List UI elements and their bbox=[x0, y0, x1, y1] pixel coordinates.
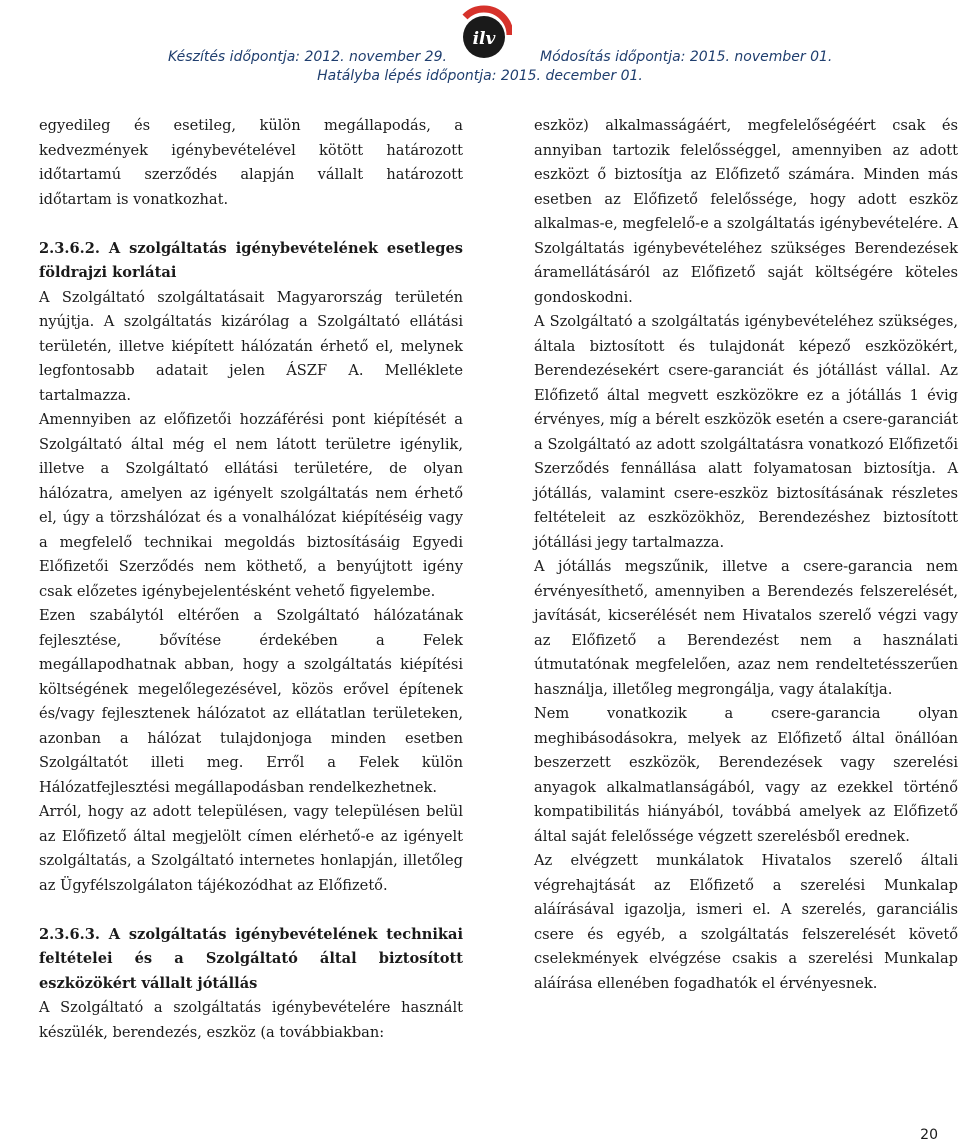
paragraph: Az elvégzett munkálatok Hivatalos szerelő általi végrehajtását az Előfizető a szerelési Munkalap aláírásával igazolja, ismeri el. A szerelés, garanciális csere és egyéb, a szolgáltatás felszerelését követő cselekmények elvégzése csakis a szerelési Munkalap aláírása ellenében fogadhatók el érvényesnek. bbox=[534, 852, 958, 992]
ilv-logo bbox=[456, 5, 512, 63]
paragraph: A jótállás megszűnik, illetve a csere-garancia nem érvényesíthető, amennyiben a Berendezés felszerelését, javítását, kicserélését nem Hivatalos szerelő végzi vagy az Előfizető a Berendezést nem a használati útmutatónak megfelelően, azaz nem rendeltetésszerűen használja, illetőleg megrongálja, vagy átalakítja. bbox=[534, 558, 958, 698]
created-date: Készítés időpontja: 2012. november 29. bbox=[168, 49, 447, 65]
paragraph: Arról, hogy az adott településen, vagy településen belül az Előfizető által megjelölt címen elérhető-e az igényelt szolgáltatás, a Szolgáltató internetes honlapján, illetőleg az Ügyfélszolgálaton tájékozódhat az Előfizető. bbox=[39, 803, 463, 894]
right-column bbox=[534, 114, 958, 996]
paragraph: egyedileg és esetileg, külön megállapodás, a kedvezmények igénybevételével kötött határozott időtartamú szerződés alapján vállalt határozott időtartam is vonatkozhat. bbox=[39, 117, 463, 208]
logo-text: ilv bbox=[472, 29, 496, 49]
paragraph: eszköz) alkalmasságáért, megfelelőségéért csak és annyiban tartozik felelősséggel, amennyiben az adott eszközt ő biztosítja az Előfizető számára. Minden más esetben az Előfizető felelőssége, hogy adott eszköz alkalmas-e, megfelelő-e a szolgáltatás igénybevételére. A Szolgáltatás igénybevételéhez szükséges Berendezések áramellátásáról az Előfizető saját költségére köteles gondoskodni. bbox=[534, 117, 958, 306]
left-column bbox=[39, 114, 463, 1045]
effective-date: Hatályba lépés időpontja: 2015. december 01. bbox=[317, 68, 643, 84]
page-number: 20 bbox=[920, 1127, 938, 1143]
paragraph: A Szolgáltató a szolgáltatás igénybevételéhez szükséges, általa biztosított és tulajdonát képező eszközökért, Berendezésekért csere-garanciát és jótállást vállal. Az Előfizető által megvett eszközökre ez a jótállás 1 évig érvényes, míg a bérelt eszközök esetén a csere-garanciát a Szolgáltató az adott szolgáltatásra vonatkozó Előfizetői Szerződés fennállása alatt folyamatosan biztosítja. A jótállás, valamint csere-eszköz biztosításának részletes feltételeit az eszközökhöz, Berendezéshez biztosított jótállási jegy tartalmazza. bbox=[534, 313, 958, 551]
paragraph: Nem vonatkozik a csere-garancia olyan meghibásodásokra, melyek az Előfizető által önállóan beszerzett eszközök, Berendezések vagy szerelési anyagok alkalmatlanságából, vagy az ezekkel történő kompatibilitás hiányából, továbbá amelyek az Előfizető által saját felelőssége végzett szerelésből erednek. bbox=[534, 705, 958, 845]
paragraph: Amennyiben az előfizetői hozzáférési pont kiépítését a Szolgáltató által még el nem látott területre igénylik, illetve a Szolgáltató ellátási területére, de olyan hálózatra, amelyen az igényelt szolgáltatás nem érhető el, úgy a törzshálózat és a vonalhálózat kiépítéséig vagy a megfelelő technikai megoldás biztosításáig Egyedi Előfizetői Szerződés nem köthető, a benyújtott igény csak előzetes igénybejelentésként vehető figyelembe. bbox=[39, 411, 463, 600]
modified-date: Módosítás időpontja: 2015. november 01. bbox=[540, 49, 833, 65]
paragraph: A Szolgáltató a szolgáltatás igénybevételére használt készülék, berendezés, eszköz (a továbbiakban: bbox=[39, 999, 463, 1041]
section-heading-2-3-6-2: 2.3.6.2. A szolgáltatás igénybevételének esetleges földrajzi korlátai bbox=[39, 239, 463, 281]
section-heading-2-3-6-3: 2.3.6.3. A szolgáltatás igénybevételének technikai feltételei és a Szolgáltató által biztosított eszközökért vállalt jótállás bbox=[39, 925, 463, 992]
paragraph: Ezen szabálytól eltérően a Szolgáltató hálózatának fejlesztése, bővítése érdekében a Felek megállapodhatnak abban, hogy a szolgáltatás kiépítési költségének megelőlegezésével, közös erővel építenek és/vagy fejlesztenek hálózatot az ellátatlan területeken, azonban a hálózat tulajdonjoga minden esetben Szolgáltatót illeti meg. Erről a Felek külön Hálózatfejlesztési megállapodásban rendelkezhetnek. bbox=[39, 607, 463, 796]
paragraph: A Szolgáltató szolgáltatásait Magyarország területén nyújtja. A szolgáltatás kizárólag a Szolgáltató ellátási területén, illetve kiépített hálózatán érhető el, melynek legfontosabb adatait jelen ÁSZF A. Melléklete tartalmazza. bbox=[39, 288, 463, 404]
